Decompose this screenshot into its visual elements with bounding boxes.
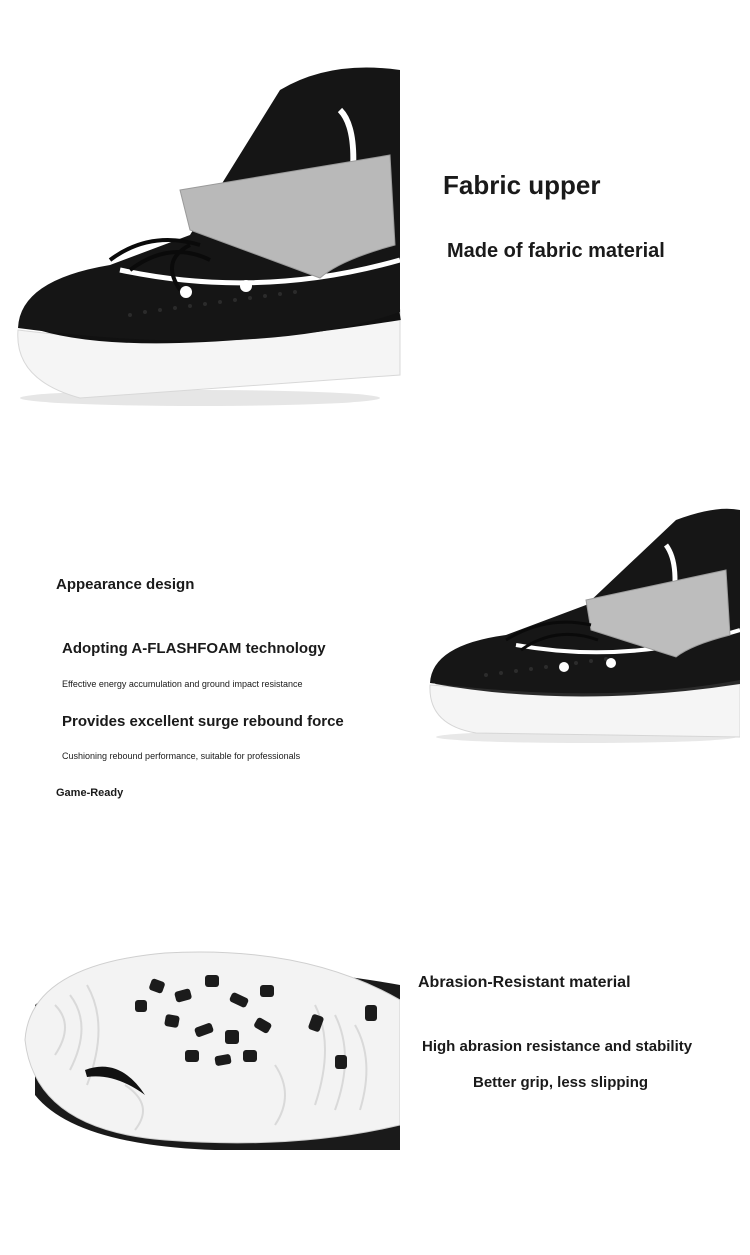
tagline: Game-Ready [56, 787, 124, 799]
outsole-photo [15, 945, 400, 1155]
fabric-upper-subtitle: Made of fabric material [447, 240, 665, 262]
shoe-side-photo [10, 60, 402, 410]
abrasion-title: Abrasion-Resistant material [418, 974, 631, 991]
feature2-desc: Cushioning rebound performance, suitable for professionals [62, 751, 301, 761]
fabric-upper-title: Fabric upper [443, 170, 601, 200]
shoe-angle-photo [426, 505, 740, 745]
feature2-title: Provides excellent surge rebound force [62, 713, 344, 730]
appearance-title: Appearance design [56, 576, 195, 593]
feature1-desc: Effective energy accumulation and ground impact resistance [62, 679, 303, 689]
abrasion-line1: High abrasion resistance and stability [422, 1038, 693, 1055]
abrasion-line2: Better grip, less slipping [473, 1074, 649, 1091]
feature1-title: Adopting A-FLASHFOAM technology [62, 640, 326, 657]
